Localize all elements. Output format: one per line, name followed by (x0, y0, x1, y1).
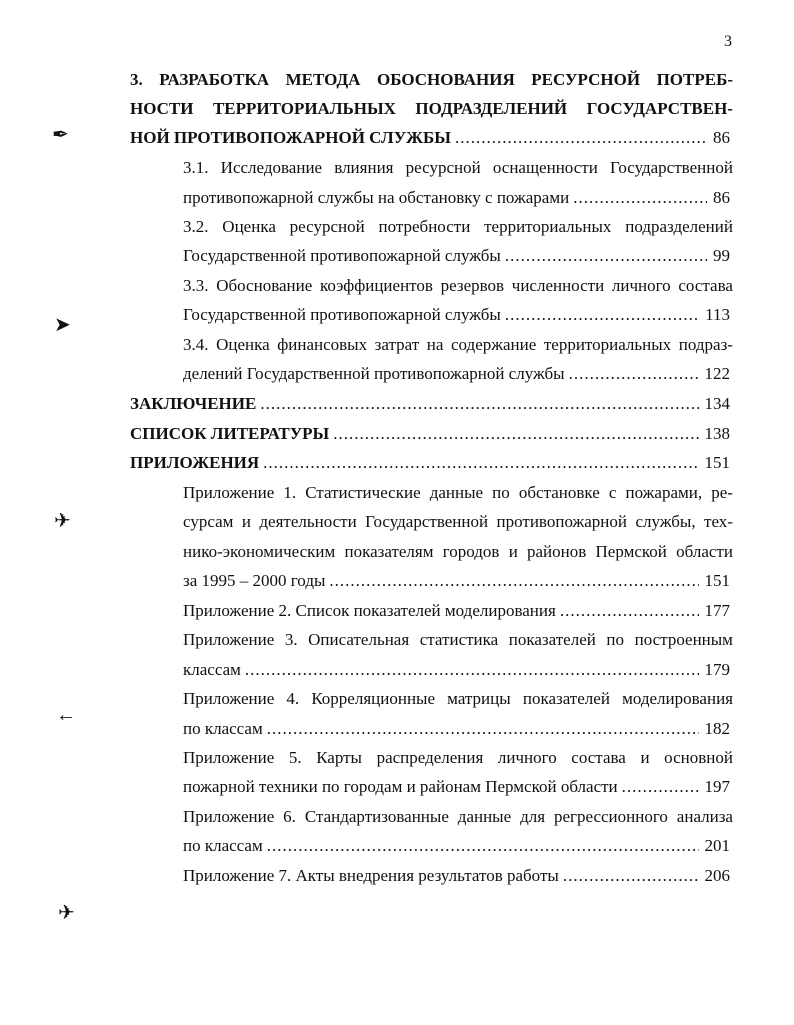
toc-word: показателям (344, 542, 434, 561)
toc-word: ПОТРЕБ- (656, 70, 733, 89)
toc-word: ОБОСНОВАНИЯ (376, 70, 515, 89)
toc-app-6-line-1 (183, 806, 733, 828)
toc-app-1-entry (183, 570, 730, 592)
toc-word: обстановке (518, 483, 600, 502)
toc-app-1-line-3 (183, 541, 733, 563)
toc-sub-3-1-line-1 (183, 157, 733, 179)
toc-word: состава (678, 276, 733, 295)
scan-mark: ✈ (58, 902, 75, 924)
toc-text: СПИСОК ЛИТЕРАТУРЫ (130, 424, 330, 443)
toc-word: 4. (286, 689, 300, 708)
toc-word: Карты (316, 748, 362, 767)
toc-app-7-entry (183, 865, 730, 887)
toc-text (183, 688, 733, 710)
toc-page-number: 122 (704, 364, 730, 383)
leader-dots (241, 659, 699, 681)
scan-mark: ← (56, 704, 76, 726)
toc-word: 3. (130, 70, 143, 89)
toc-word: территориальных (543, 335, 672, 354)
toc-word: противопожарной (496, 512, 628, 531)
toc-word: 3.4. (183, 335, 209, 354)
toc-page-number: 99 (713, 246, 730, 265)
toc-section-3-entry (130, 127, 730, 149)
toc-word: 3.1. (183, 158, 209, 177)
leader-dots (451, 127, 707, 149)
toc-page-number: 201 (704, 836, 730, 855)
toc-word: Приложение (183, 630, 275, 649)
toc-text: за 1995 – 2000 годы (183, 571, 326, 590)
toc-word: резервов (440, 276, 505, 295)
toc-conclusion-entry (130, 393, 730, 415)
toc-word: личного (611, 276, 671, 295)
toc-word: Приложение (183, 748, 275, 767)
toc-word: по (492, 483, 510, 502)
toc-word: с (608, 483, 617, 502)
leader-dots (501, 304, 699, 326)
toc-word: Исследование (220, 158, 323, 177)
toc-word: влияния (334, 158, 394, 177)
toc-appendices-entry (130, 452, 730, 474)
toc-word: ПОДРАЗДЕЛЕНИЙ (415, 99, 568, 118)
toc-word: МЕТОДА (285, 70, 361, 89)
toc-text (183, 541, 733, 563)
toc-text: классам (183, 660, 241, 679)
toc-word: показателей (508, 630, 596, 649)
toc-word: Приложение (183, 689, 275, 708)
toc-word: НОСТИ (130, 99, 194, 118)
toc-page-number: 179 (704, 660, 730, 679)
toc-word: Корреляционные (311, 689, 436, 708)
toc-word: РЕСУРСНОЙ (531, 70, 641, 89)
leader-dots (559, 865, 699, 887)
leader-dots (556, 600, 699, 622)
toc-page-number: 151 (704, 571, 730, 590)
toc-word: Обоснование (216, 276, 313, 295)
toc-app-5-entry (183, 776, 730, 798)
toc-text: противопожарной службы на обстановку с пожарами (183, 188, 570, 207)
toc-text: НОЙ ПРОТИВОПОЖАРНОЙ СЛУЖБЫ (130, 128, 451, 147)
toc-sub-3-3-entry (183, 304, 730, 326)
toc-word: 6. (283, 807, 296, 826)
toc-word: подраз- (678, 335, 733, 354)
toc-text: по классам (183, 719, 263, 738)
toc-word: 3.2. (183, 217, 209, 236)
toc-sub-3-2-line-1 (183, 216, 733, 238)
toc-word: показателей (522, 689, 610, 708)
toc-word: для (520, 807, 546, 826)
toc-page-number: 197 (704, 777, 730, 796)
toc-text: ПРИЛОЖЕНИЯ (130, 453, 260, 472)
toc-app-1-line-2 (183, 511, 733, 533)
toc-word: городов (442, 542, 500, 561)
toc-word: данные (429, 483, 484, 502)
toc-word: пожарами, (625, 483, 703, 502)
leader-dots (259, 452, 698, 474)
toc-word: Приложение (183, 807, 275, 826)
toc-word: РАЗРАБОТКА (159, 70, 270, 89)
leader-dots (501, 245, 707, 267)
toc-page-number: 182 (704, 719, 730, 738)
toc-text (183, 511, 733, 533)
toc-word: 3.3. (183, 276, 209, 295)
toc-word: и (640, 748, 650, 767)
toc-word: моделирования (622, 689, 733, 708)
toc-word: ТЕРРИТОРИАЛЬНЫХ (212, 99, 396, 118)
toc-word: Оценка (216, 335, 270, 354)
toc-app-5-line-1 (183, 747, 733, 769)
leader-dots (256, 393, 698, 415)
toc-page-number: 151 (704, 453, 730, 472)
toc-word: коэффициентов (320, 276, 433, 295)
toc-text (183, 747, 733, 769)
toc-text (183, 482, 733, 504)
leader-dots (329, 423, 698, 445)
toc-word: ре- (711, 483, 733, 502)
toc-page-number: 177 (704, 601, 730, 620)
toc-sub-3-4-entry (183, 363, 730, 385)
leader-dots (618, 776, 699, 798)
toc-text: делений Государственной противопожарной службы (183, 364, 565, 383)
toc-word: Приложение (183, 483, 275, 502)
toc-word: Государственной (365, 512, 489, 531)
toc-text (183, 629, 733, 651)
toc-text: Приложение 7. Акты внедрения результатов работы (183, 866, 559, 885)
toc-word: построенным (634, 630, 733, 649)
toc-text (130, 69, 733, 91)
toc-sub-3-4-line-1 (183, 334, 733, 356)
toc-text: пожарной техники по городам и районам Пермской области (183, 777, 618, 796)
toc-page-number: 134 (704, 394, 730, 413)
toc-word: деятельности (259, 512, 357, 531)
toc-word: Стандартизованные (304, 807, 449, 826)
toc-word: и (508, 542, 518, 561)
toc-app-2-entry (183, 600, 730, 622)
toc-text: по классам (183, 836, 263, 855)
leader-dots (565, 363, 699, 385)
leader-dots (325, 570, 698, 592)
toc-sub-3-3-line-1 (183, 275, 733, 297)
toc-section-3-line-2 (130, 98, 733, 120)
toc-text (183, 806, 733, 828)
toc-word: тех- (704, 512, 733, 531)
leader-dots (263, 718, 699, 740)
toc-word: нико-экономическим (183, 542, 336, 561)
scan-mark: ➤ (54, 314, 71, 336)
leader-dots (263, 835, 699, 857)
toc-text: Приложение 2. Список показателей моделирования (183, 601, 556, 620)
toc-text (183, 275, 733, 297)
scan-mark: ✈ (54, 510, 71, 532)
toc-page-number: 206 (704, 866, 730, 885)
toc-word: территориальных (484, 217, 612, 236)
toc-word: регрессионного (553, 807, 668, 826)
toc-page-number: 86 (713, 128, 730, 147)
toc-word: статистика (419, 630, 499, 649)
toc-word: ресурсной (405, 158, 481, 177)
toc-word: службы, (635, 512, 696, 531)
toc-word: области (676, 542, 733, 561)
toc-text: ЗАКЛЮЧЕНИЕ (130, 394, 257, 413)
toc-word: и (241, 512, 251, 531)
toc-app-3-line-1 (183, 629, 733, 651)
toc-word: Описательная (308, 630, 410, 649)
toc-text: Государственной противопожарной службы (183, 305, 501, 324)
toc-word: районов (527, 542, 587, 561)
toc-word: сурсам (183, 512, 234, 531)
toc-word: 5. (288, 748, 302, 767)
toc-text: Государственной противопожарной службы (183, 246, 501, 265)
toc-word: состава (571, 748, 626, 767)
toc-word: данные (457, 807, 512, 826)
toc-word: Пермской (595, 542, 667, 561)
toc-word: 3. (284, 630, 298, 649)
toc-app-1-line-1 (183, 482, 733, 504)
toc-word: затрат (374, 335, 420, 354)
toc-sub-3-2-entry (183, 245, 730, 267)
page-number: 3 (724, 33, 732, 50)
toc-page-number: 113 (705, 305, 730, 324)
toc-word: распределения (376, 748, 484, 767)
toc-section-3-line-1 (130, 69, 733, 91)
toc-word: оснащенности (492, 158, 598, 177)
toc-word: ГОСУДАРСТВЕН- (586, 99, 733, 118)
toc-word: личного (497, 748, 557, 767)
toc-text (183, 216, 733, 238)
scan-mark: ✒ (52, 124, 69, 146)
toc-word: матрицы (447, 689, 511, 708)
toc-word: Статистические (305, 483, 421, 502)
toc-app-4-line-1 (183, 688, 733, 710)
toc-word: финансовых (277, 335, 368, 354)
toc-app-3-entry (183, 659, 730, 681)
toc-word: по (606, 630, 625, 649)
toc-text (183, 157, 733, 179)
toc-word: анализа (676, 807, 733, 826)
toc-word: Государственной (609, 158, 733, 177)
leader-dots (569, 187, 707, 209)
toc-sub-3-1-entry (183, 187, 730, 209)
toc-word: подразделений (625, 217, 733, 236)
toc-word: 1. (283, 483, 297, 502)
toc-page-number: 138 (704, 424, 730, 443)
toc-word: основной (664, 748, 733, 767)
toc-page-number: 86 (713, 188, 730, 207)
toc-word: численности (511, 276, 605, 295)
toc-app-4-entry (183, 718, 730, 740)
toc-app-6-entry (183, 835, 730, 857)
toc-word: содержание (450, 335, 537, 354)
toc-word: потребности (378, 217, 471, 236)
toc-word: ресурсной (289, 217, 365, 236)
toc-text (130, 98, 733, 120)
toc-word: Оценка (222, 217, 276, 236)
toc-text (183, 334, 733, 356)
toc-word: на (426, 335, 444, 354)
toc-references-entry (130, 423, 730, 445)
